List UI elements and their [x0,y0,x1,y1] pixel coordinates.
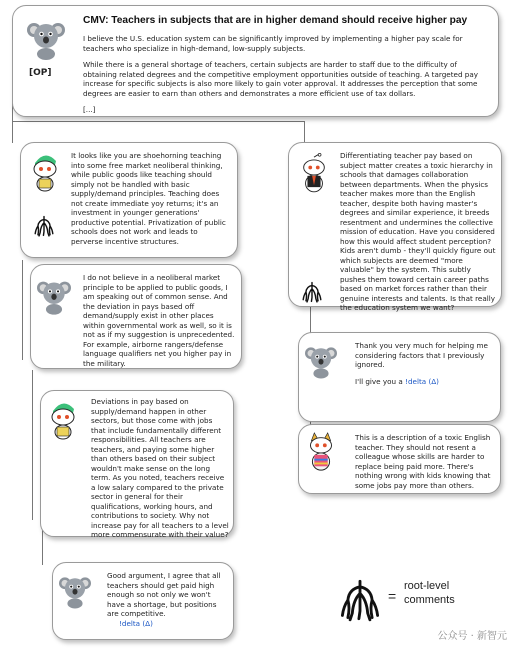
op-label: [OP] [29,68,52,78]
snoo-green-cap-avatar [47,399,79,441]
delta-award[interactable]: !delta (Δ) [405,377,439,386]
koala-avatar [59,571,91,609]
comment-left-3 [40,390,234,537]
comment-text: Good argument, I agree that all teachers should get paid high enough so not only we won't have a shortage, but positions are competitive. [107,571,221,618]
watermark: 公众号 · 新智元 [437,631,507,642]
koala-avatar [27,16,65,60]
post-ellipsis: [...] [83,105,96,114]
op-post-card [12,5,499,117]
root-icon [338,578,382,622]
comment-text: Thank you very much for helping me considering factors that I previously ignored. [355,341,488,369]
snoo-green-cap-avatar [29,151,61,193]
comment-text: Deviations in pay based on supply/demand happen in other sectors, but those come with jobs that include fundamentally different responsibilities. All teachers are teachers, and paying some higher than others based on their subject wouldn't make sense on the long term. As you noted, teachers receive a low salary compared to the private sector in general for their qualifications, working hours, and contributions to society. Why not increase pay for all teachers to a level more commensurate with their value? [91,397,229,539]
koala-avatar [37,275,71,315]
delta-give-text: I'll give you a [355,377,406,386]
thread-line-left-lvl1 [22,260,23,360]
comment-right-3 [298,424,501,494]
comment-text: This is a description of a toxic English teacher. They should not resent a colleague whose skills are harder to replace being paid more. There's nothing wrong with kids knowing that some jobs pay more than others. [355,433,491,490]
comment-left-1 [20,142,238,258]
post-paragraph-1: I believe the U.S. education system can be significantly improved by implementing a higher pay scale for teachers who specialize in high-demand, low-supply subjects. [83,34,463,53]
comment-right-2 [298,332,501,422]
delta-award[interactable]: !delta (Δ) [119,619,153,628]
comment-text: It looks like you are shoehorning teaching into some free market neoliberal thinking, while public goods like teaching should simply not be handled with basic supply/demand principles. Teaching does not create immediate yoy returns; it's an investment in younger generations' productive potential. Privatization of public schools does not work and leads to perverse incentive structures. [71,151,226,246]
delta-line [355,377,439,387]
post-paragraph-2: While there is a general shortage of teachers, certain subjects are harder to staff due to the difficulty of obtaining related degrees and the competitive employment opportunities outside of teaching. A targeted pay increase for specific subjects is also more likely to gain voter approval. It addresses the perception that some degrees are easier to earn than others and demonstrates a more efficient use of tax dollars. [83,60,479,98]
thread-line-left-drop [12,121,13,143]
snoo-cat-avatar [305,431,337,473]
thread-line-left-lvl2 [32,370,33,520]
thread-line-horizontal [12,121,304,122]
comment-left-4 [52,562,234,640]
legend-line-2: comments [404,593,455,606]
comment-left-2 [30,264,242,369]
thread-line-right-drop [304,121,305,143]
comment-text: Differentiating teacher pay based on subject matter creates a toxic hierarchy in schools that damages collaboration between departments. When the physics teacher makes more than the English teacher, despite both having master's degrees and similar experience, it breeds resentment and undermines the collective mission of education. Have you considered how this would affect student perception? Kids aren't dumb - they'll quickly figure out which subjects are deemed "more valuable" by the system. This subtly pushes them toward certain career paths based on market forces rather than their genuine interests and talents. Is that really the education system we want? [340,151,496,312]
comment-text: I do not believe in a neoliberal market principle to be applied to public goods, I am speaking out of common sense. And the deviation in pays based off demand/supply exist in other places within governmental work as well, so it is not as if my suggestion is unprecedented. For example, airborne rangers/defense language qualifiers net you higher pay in the military. [83,273,235,368]
root-icon [301,281,323,303]
legend-equals: = [388,588,397,604]
legend-line-1: root-level [404,580,450,592]
comment-right-1 [288,142,502,312]
snoo-white-avatar [299,153,329,195]
legend-label [404,580,455,608]
post-title[interactable]: CMV: Teachers in subjects that are in higher demand should receive higher pay [83,15,468,26]
koala-avatar [305,341,337,379]
root-icon [33,215,55,237]
